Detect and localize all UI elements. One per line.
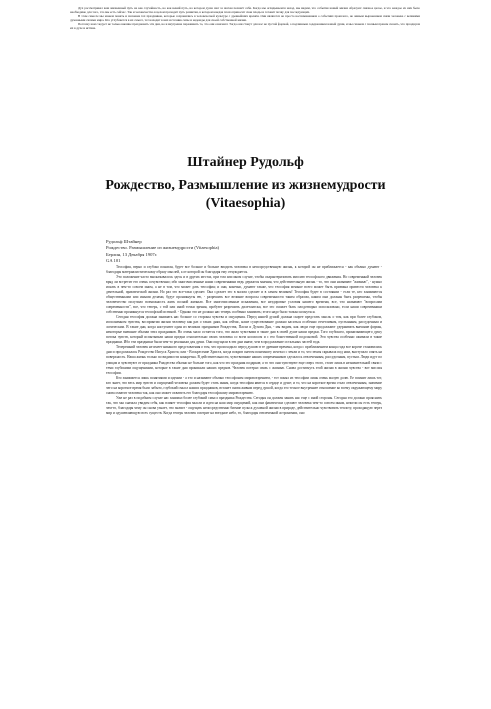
meta-author: Рудольф Штайнер [106, 239, 142, 244]
document-body [106, 239, 382, 416]
document-title [90, 177, 401, 213]
body-paragraph: Уже не раз в подобном случае нас занимал более глубокий смысл праздника Рождества. Сегодня он должен занять нас еще с иной стороны. Сегодня это должно прояснить так, что мы сначала увидим себя, как влияет теософия мысли и идеи на наш мир ощущений, как они фактически сделают человека чем-то совсем иным, нежели он есть теперь, чем-то, благодаря чему он снова узнает, что значит - ощущать непосредственно биение пульса духовной жизни в природе, действительно чувствовать теплоту, проходящую через мир и одушевляющую всех существ. Когда теперь человек смотрит на звездное небо, то, благодаря отвлеченной астрономии, оно [106, 395, 382, 415]
title-line: Рождество, Размышление из жизнемудрости [105, 178, 386, 193]
meta-ga-number: GA 101 [106, 258, 121, 264]
body-paragraph: Кто занимается лишь понятиями и идеями - а это и называют обычно теософским мировоззрением, - тот понял из теософии лишь очень малую долю. Ее помнит лишь тот, кто знает, что весь мир чувств и ощущений человека должен будет стать иным, когда теософия явится в сердце и душе; и то, что на короткое время стало отвлеченным, значение чего на короткое время было забыто, глубокий смысл наших праздников, встанет снова живым перед душой, когда это тесное внутреннее отношение ко всему окружающему миру снова охватит человека так, как оно может охватить его благодаря теософскому мировоззрению. [106, 375, 382, 395]
body-paragraph: Теософия, верно и глубоко понятая, будет все больше и больше вводить человека в непосредственную жизнь, к которой он не приближается - как обычно думают - благодаря материалистическому образу мыслей, а от которой он благодаря ему отчуждается. [106, 264, 382, 274]
top-paragraph: В этом смысле мы можем понять и значение тех праздников, которые сохранились в человеческой культуре с древнейших времён. Они являются не просто воспоминанием о событиях прошлого, но живым выражением связи человека с великими духовными силами мира. Кто углубляется в их смысл, тот находит в них источник силы и надежды для своей собственной жизни. [70, 14, 420, 23]
author-heading: Штайнер Рудольф [187, 155, 304, 170]
body-paragraph: Сегодня теософия должна занимать нас больше со стороны чувства и ощущения. Перед нашей душой должна скорее предстать мысль о том, как при более глубоком, исполненном чувства, восприятии жизни человеку как раз о таких днях, как сейчас, наше существование должно касаться особенно отчетливым, пустынным, рассудочным и логическим. В такие дни, когда наступают один из великих праздников Рождества, Пасхи и Духова Дня, - мы видим, как люди еще продолжают удерживать внешние формы, некоторые внешние обычаи этих праздников. Но очень мало остается того, что жило чувствами в такие дни в своей душе наши предки. Того глубокого, пронизывающего душу потока чувств, который испытывали наши предки относительно своих человека со всем космосом и с его божественной подосновой. Эти чувства особенно оживали в такие праздники. Ибо эти праздники были чем-то реальным для души. Они ощущали в эти дни иначе, чем в продолжение остальных частей года. [106, 315, 382, 345]
body-paragraph: Теперешний человек не имеет никакого представления о том, что происходило перед душою в те древние времена, когда с приближением конца года все короче становились дни и продолжалась Рождество Иисуса Христа; или - Воскресение Христа, когда покров снегом понемногу исчезал с земли и то, что земля скрывала под ним, выступало опять на поверхность. Наша жизнь только по видимости конкретна. В действительности, чувствование наших современников сделалось отвлеченным, рассудочным, пустым. Люди идут по улицам и чувствуют от праздника Рождества обычно не больше того, как что это праздник подарков; а то что они чувствуют еще сверх этого, стоит лишь в незначительной связи с теми глубокими ощущениями, которые в такие дни проникали наших предков. Человек потерял связь с жизнью. Снова достигнуть этой жизни в жизни чувства - вот миссия теософии. [106, 345, 382, 375]
title-line: (Vitaesophia) [205, 196, 286, 211]
top-paragraph: Дух рассматривал ваш жизненный путь не как случайность, но как некий путь, на котором душа шаг за шагом познаёт себя. Когда мы оглядываемся назад, мы видим, что события нашей жизни образуют связное целое, и что каждое из них было необходимо для того, что мы есть сейчас. Так и человечество в целом проходит путь развития, в котором каждая эпоха приносит свои плоды и готовит почву для последующих. [70, 6, 420, 15]
top-paragraph: Поэтому нам следует не только внешне праздновать эти дни, но и внутренне переживать то, что они означают. Тогда они станут для нас не пустой формой, а подлинным содержанием нашей души, и мы сможем с полным правом сказать, что празднуем их в духе и истине. [70, 22, 420, 31]
meta-title: Рождество. Размышление из жизнемудрости (Vitaesophia) [106, 245, 220, 251]
top-text-block [70, 6, 420, 31]
body-paragraph: Это положение часто высказывалось здесь и в других местах, при том или ином случае, чтобы охарактеризовать миссию теософского движения. Но современный человек вряд ли встретит его очень сочувственно; ибо многочисленные наши современники ведь держатся мнения, что действительную жизнь - то, что они называют "жизнью", - нужно искать в чем-то совсем ином, а не в том, что может дать теософия; и они, конечно, думают также, что теософия меньше всего может быть призвана привести человека к деятельной, практической жизни. Но раз это все-таки сделает. Она сделает это в малом сделает и в самом великом! Теософия будет в состоянии - если те, кто занимаются общественными или иными делами, будут проникнуты ею, - разрешить все великие вопросы современности таким образом, каким они должны быть разрешены, чтобы человечество получило возможность жить полной жизнью. Все многочисленные искажения, все нездоровые условия нашего времени, все, что называют "вопросами современности", все, что теперь, с той или иной точки зрения, пробуют разрешить дилетантски, все это сможет быть плодотворно использовано, если наши современники собственно проникнутся теософской истиной. - Однако это не должно нас теперь особенно занимать; этого надо было только коснуться. [106, 274, 382, 315]
meta-place-date: Берлин, 13 Декабря 1907г. [106, 251, 158, 257]
